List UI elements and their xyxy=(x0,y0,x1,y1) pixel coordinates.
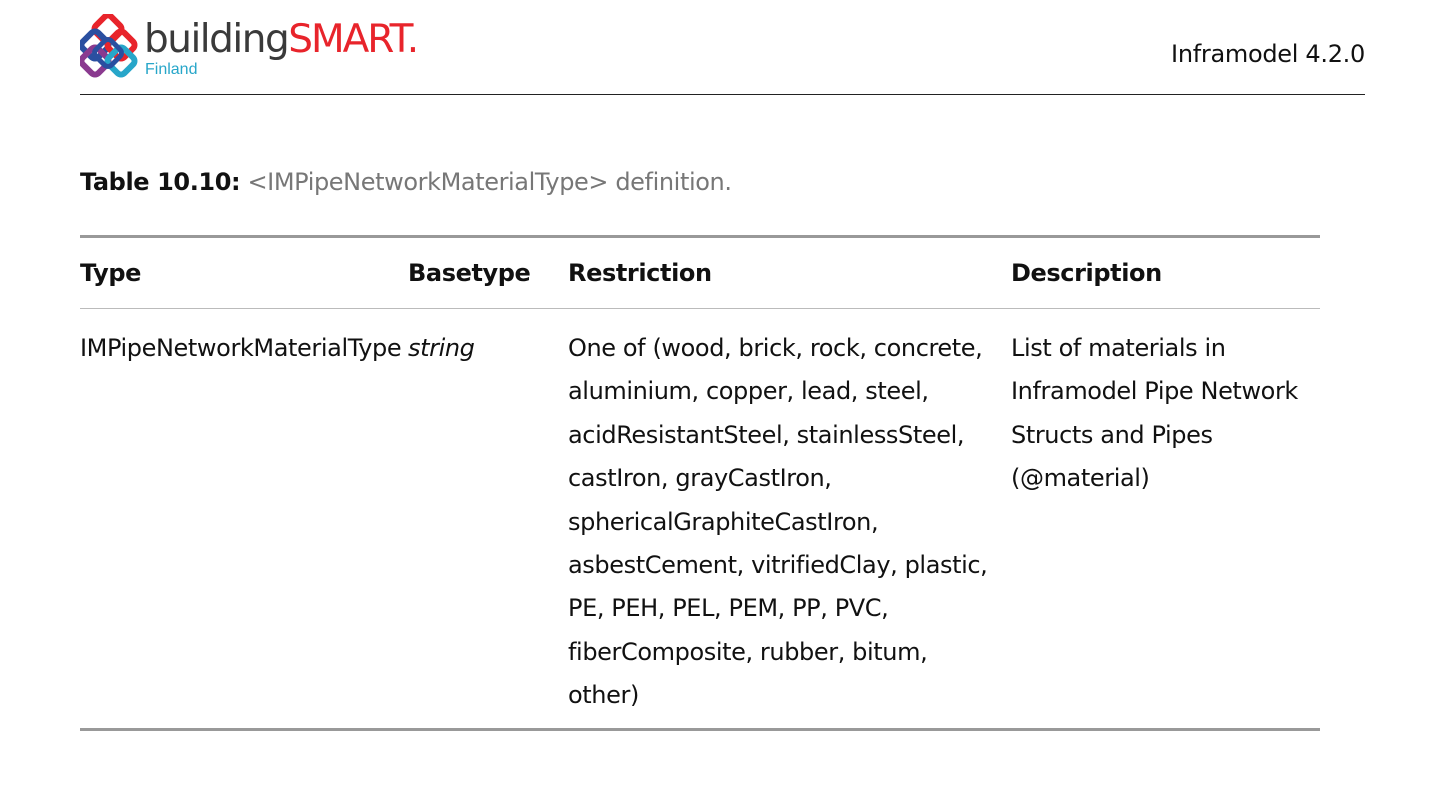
cell-type: IMPipeNetworkMaterialType xyxy=(80,334,402,362)
logo-word-smart: SMART xyxy=(288,17,407,62)
definition-table xyxy=(80,235,1320,731)
logo-subtitle: Finland xyxy=(145,61,198,78)
column-header-restriction: Restriction xyxy=(568,259,712,287)
column-header-description: Description xyxy=(1011,259,1162,287)
column-header-type: Type xyxy=(80,259,142,287)
logo-word-dot: . xyxy=(406,17,418,62)
caption-label: Table 10.10: xyxy=(80,168,241,196)
logo-wordmark xyxy=(144,16,417,64)
caption-text: <IMPipeNetworkMaterialType> definition. xyxy=(247,168,732,196)
table-header-row xyxy=(80,237,1320,309)
cell-restriction: One of (wood, brick, rock, concrete, aluminium, copper, lead, steel, acidResistantSteel, stainlessSteel, castIron, grayCastIron, sphericalGraphiteCastIron, asbestCement, vitrifiedClay, plastic, PE, PEH, PEL, PEM, PP, PVC, fiberComposite, rubber, bitum, other) xyxy=(568,334,988,710)
table-caption xyxy=(80,167,732,197)
page-header xyxy=(80,14,1365,95)
cell-description: List of materials in Inframodel Pipe Network Structs and Pipes (@material) xyxy=(1011,334,1298,493)
buildingsmart-emblem-icon xyxy=(80,14,142,80)
cell-basetype: string xyxy=(408,334,475,362)
column-header-basetype: Basetype xyxy=(408,259,531,287)
table-row xyxy=(80,309,1320,730)
definition-table-wrapper xyxy=(80,235,1320,731)
logo-word-building: building xyxy=(144,17,289,62)
document-version: Inframodel 4.2.0 xyxy=(1171,40,1365,68)
buildingsmart-finland-logo xyxy=(80,14,440,84)
